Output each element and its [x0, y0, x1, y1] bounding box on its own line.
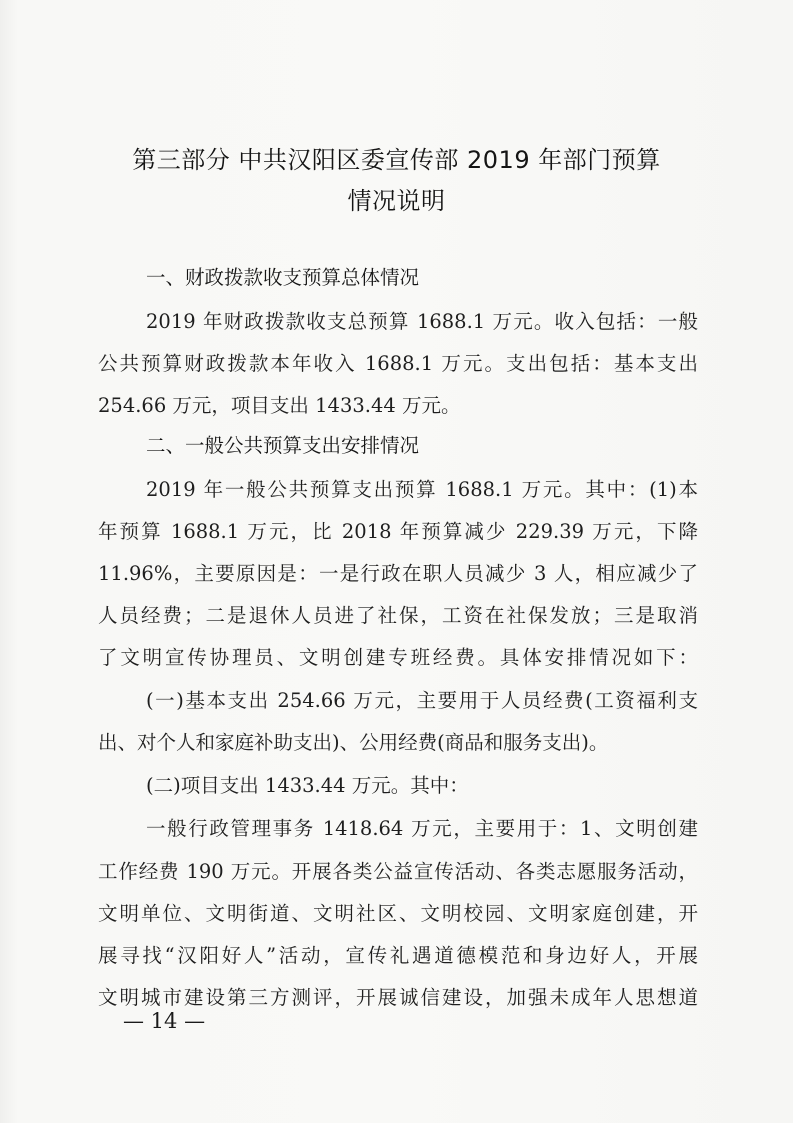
document-subtitle: 情况说明	[347, 187, 446, 215]
project-expense-line: (二)项目支出 1433.44 万元。其中：	[146, 774, 469, 797]
paragraph-line: 年预算 1688.1 万元，比 2018 年预算减少 229.39 万元，下降	[98, 520, 698, 543]
basic-expense-line: 出、对个人和家庭补助支出)、公用经费(商品和服务支出)。	[98, 731, 609, 754]
admin-affairs-line: 展寻找“汉阳好人”活动，宣传礼遇道德模范和身边好人，开展	[98, 944, 698, 967]
section-heading-1: 一、财政拨款收支预算总体情况	[146, 266, 420, 289]
paragraph-line: 11.96%，主要原因是：一是行政在职人员减少 3 人，相应减少了	[98, 562, 698, 585]
paragraph-line: 公共预算财政拨款本年收入 1688.1 万元。支出包括：基本支出	[98, 352, 698, 375]
paragraph-line: 了文明宣传协理员、文明创建专班经费。具体安排情况如下：	[98, 646, 698, 669]
document-title: 第三部分 中共汉阳区委宣传部 2019 年部门预算	[132, 146, 661, 174]
paragraph-line: 2019 年财政拨款收支总预算 1688.1 万元。收入包括：一般	[146, 310, 698, 333]
admin-affairs-line: 工作经费 190 万元。开展各类公益宣传活动、各类志愿服务活动，	[98, 860, 698, 883]
admin-affairs-line: 一般行政管理事务 1418.64 万元，主要用于：1、文明创建	[146, 817, 698, 840]
paragraph-line: 2019 年一般公共预算支出预算 1688.1 万元。其中：(1)本	[146, 478, 698, 501]
page-number: — 14 —	[123, 1009, 206, 1033]
basic-expense-line: (一)基本支出 254.66 万元，主要用于人员经费(工资福利支	[146, 689, 698, 712]
paragraph-line: 254.66 万元，项目支出 1433.44 万元。	[98, 394, 461, 417]
admin-affairs-line: 文明城市建设第三方测评，开展诚信建设，加强未成年人思想道	[98, 986, 698, 1009]
section-heading-2: 二、一般公共预算支出安排情况	[146, 434, 420, 457]
admin-affairs-line: 文明单位、文明街道、文明社区、文明校园、文明家庭创建，开	[98, 902, 698, 925]
paragraph-line: 人员经费；二是退休人员进了社保，工资在社保发放；三是取消	[98, 604, 698, 627]
